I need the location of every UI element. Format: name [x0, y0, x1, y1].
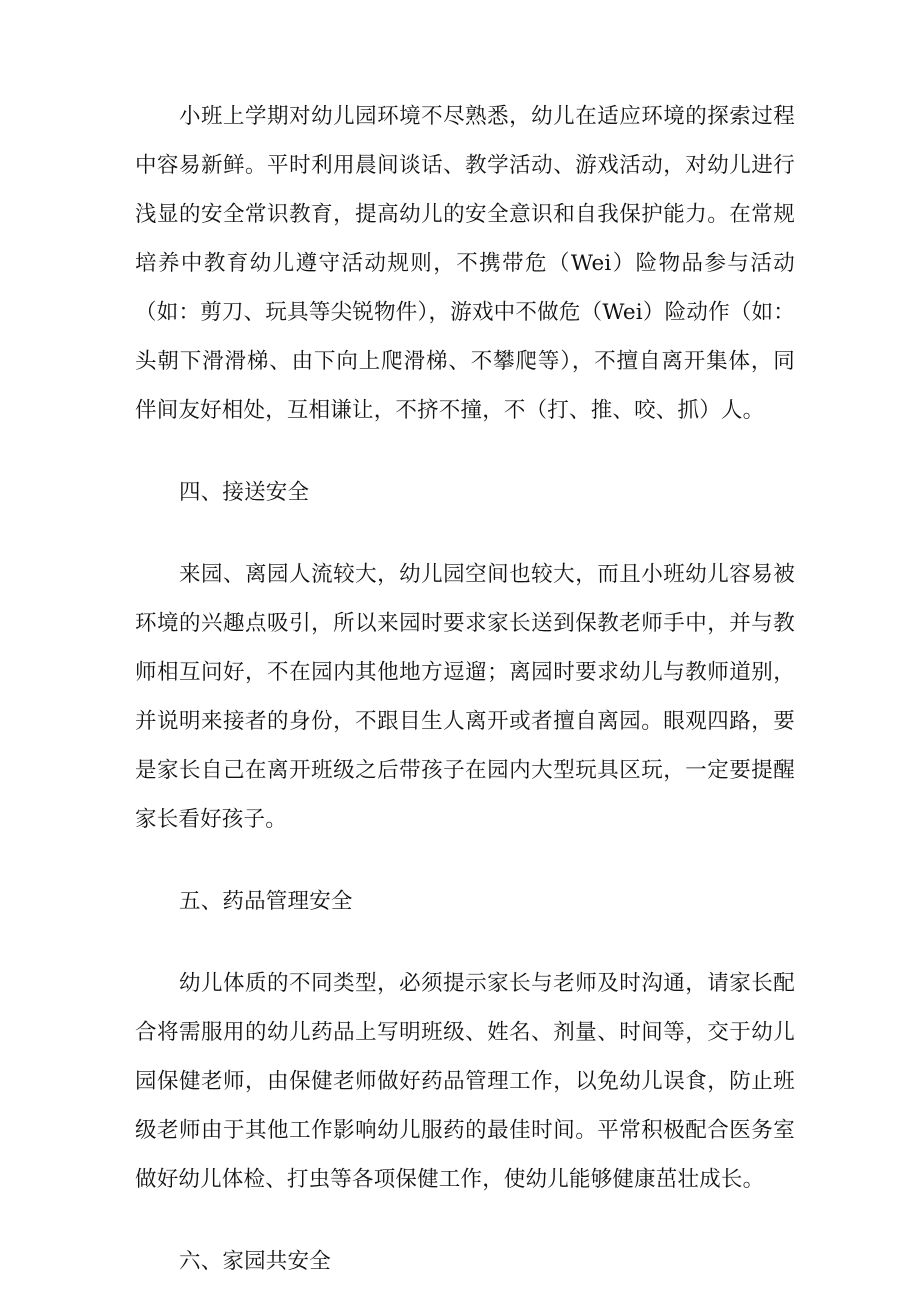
spacer: [135, 517, 795, 550]
paragraph-pickup-safety: 来园、离园人流较大，幼儿园空间也较大，而且小班幼儿容易被环境的兴趣点吸引，所以来园时要求家长送到保教老师手中，并与教师相互问好，不在园内其他地方逗遛；离园时要求幼儿与教师道别，并说明来接者的身份，不跟目生人离开或者擅自离园。眼观四路，要是家长自己在离开班级之后带孩子在园内大型玩具区玩，一定要提醒家长看好孩子。: [135, 562, 795, 832]
section-heading-home-school-safety: 六、家园共安全: [179, 1249, 331, 1274]
document-page: [135, 92, 795, 1286]
spacer: [135, 844, 795, 877]
section-heading-pickup-safety: 四、接送安全: [179, 480, 310, 505]
spacer: [135, 1204, 795, 1237]
spacer: [135, 435, 795, 468]
paragraph-medicine-safety: 幼儿体质的不同类型，必须提示家长与老师及时沟通，请家长配合将需服用的幼儿药品上写明班级、姓名、剂量、时间等，交于幼儿园保健老师，由保健老师做好药品管理工作，以免幼儿误食，防止班级老师由于其他工作影响幼儿服药的最佳时间。平常积极配合医务室做好幼儿体检、打虫等各项保健工作，使幼儿能够健康茁壮成长。: [135, 971, 795, 1192]
spacer: [135, 926, 795, 959]
paragraph-class-safety-education: 小班上学期对幼儿园环境不尽熟悉，幼儿在适应环境的探索过程中容易新鲜。平时利用晨间谈话、教学活动、游戏活动，对幼儿进行浅显的安全常识教育，提高幼儿的安全意识和自我保护能力。在常规培养中教育幼儿遵守活动规则，不携带危（Wei）险物品参与活动（如：剪刀、玩具等尖锐物件），游戏中不做危（Wei）险动作（如：头朝下滑滑梯、由下向上爬滑梯、不攀爬等），不擅自离开集体，同伴间友好相处，互相谦让，不挤不撞，不（打、推、咬、抓）人。: [135, 104, 795, 423]
section-heading-medicine-safety: 五、药品管理安全: [179, 889, 353, 914]
